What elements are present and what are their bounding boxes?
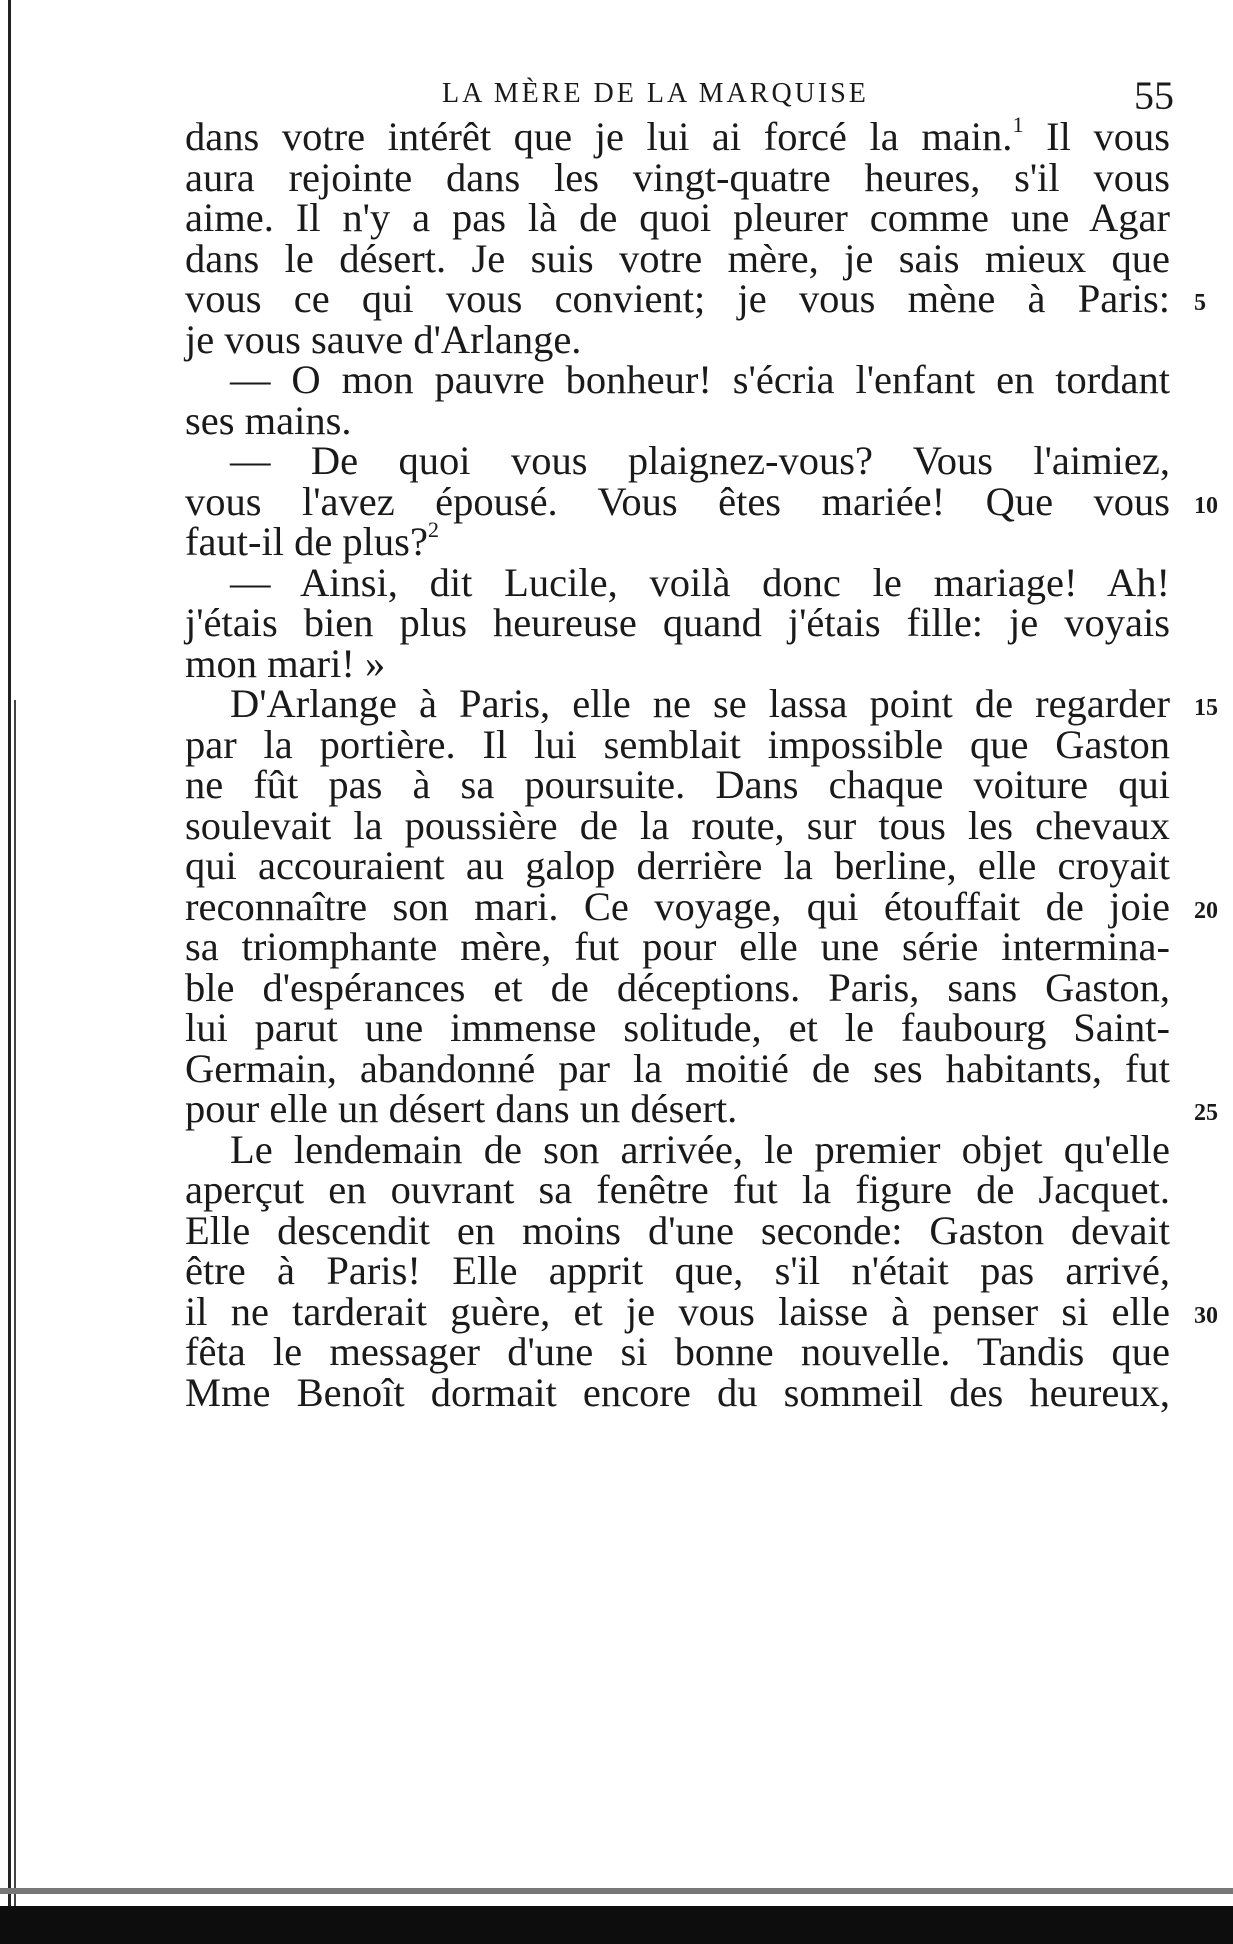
text-line: par la portière. Il lui semblait impossible que Gaston	[185, 722, 1170, 767]
text-line: — O mon pauvre bonheur! s'écria l'enfant en tordant	[230, 357, 1170, 402]
text-line: vous ce qui vous convient; je vous mène à Paris:	[185, 276, 1170, 321]
text-line: fêta le messager d'une si bonne nouvelle. Tandis que	[185, 1329, 1170, 1374]
text-line: aime. Il n'y a pas là de quoi pleurer comme une Agar	[185, 195, 1170, 240]
text-line: vous l'avez épousé. Vous êtes mariée! Que vous	[185, 479, 1170, 524]
line-number: 15	[1194, 695, 1218, 721]
text-line: être à Paris! Elle apprit que, s'il n'était pas arrivé,	[185, 1248, 1170, 1293]
page-number: 55	[1134, 73, 1174, 118]
text-line: je vous sauve d'Arlange.	[185, 317, 582, 362]
text-line: ses mains.	[185, 398, 352, 443]
text-line: il ne tarderait guère, et je vous laisse à penser si elle	[185, 1289, 1170, 1334]
text-line: Elle descendit en moins d'une seconde: Gaston devait	[185, 1208, 1170, 1253]
running-title: LA MÈRE DE LA MARQUISE	[442, 78, 869, 109]
text-line: soulevait la poussière de la route, sur tous les chevaux	[185, 803, 1170, 848]
text-line: Mme Benoît dormait encore du sommeil des heureux,	[185, 1370, 1170, 1415]
text-line: D'Arlange à Paris, elle ne se lassa point de regarder	[230, 681, 1170, 726]
line-number: 5	[1194, 290, 1206, 316]
text-line: faut-il de plus?$^2$	[185, 517, 440, 564]
binding-edge	[8, 0, 11, 1944]
footnote-ref: 2	[427, 517, 440, 543]
line-number: 20	[1194, 898, 1218, 924]
text-line: reconnaître son mari. Ce voyage, qui étouffait de joie	[185, 884, 1170, 929]
line-number: 10	[1194, 493, 1218, 519]
text-line: ne fût pas à sa poursuite. Dans chaque voiture qui	[185, 762, 1170, 807]
text-line: ble d'espérances et de déceptions. Paris, sans Gaston,	[185, 965, 1170, 1010]
line-number: 30	[1194, 1303, 1218, 1329]
text-line: j'étais bien plus heureuse quand j'étais fille: je voyais	[185, 600, 1170, 645]
text-line: dans votre intérêt que je lui ai forcé la main.$^1$ Il vous	[185, 112, 1171, 159]
text-line: aura rejointe dans les vingt-quatre heures, s'il vous	[185, 155, 1170, 200]
text-line: aperçut en ouvrant sa fenêtre fut la figure de Jacquet.	[185, 1167, 1170, 1212]
binding-edge-inner	[14, 700, 16, 1944]
text-line: pour elle un désert dans un désert.	[185, 1086, 738, 1131]
line-number: 25	[1194, 1100, 1218, 1126]
text-line: sa triomphante mère, fut pour elle une série intermina-	[185, 924, 1170, 969]
text-line: qui accouraient au galop derrière la berline, elle croyait	[185, 843, 1170, 888]
scan-bottom-edge	[0, 1906, 1233, 1944]
text-line: Le lendemain de son arrivée, le premier objet qu'elle	[230, 1127, 1170, 1172]
footnote-ref: 1	[1012, 112, 1024, 138]
text-line: Germain, abandonné par la moitié de ses habitants, fut	[185, 1046, 1170, 1091]
text-line: dans le désert. Je suis votre mère, je sais mieux que	[185, 236, 1170, 281]
text-line: mon mari! »	[185, 641, 386, 686]
text-line: lui parut une immense solitude, et le faubourg Saint-	[185, 1005, 1170, 1050]
scan-edge-shadow	[0, 1888, 1233, 1894]
text-line: — De quoi vous plaignez-vous? Vous l'aimiez,	[230, 438, 1170, 483]
text-line: — Ainsi, dit Lucile, voilà donc le mariage! Ah!	[230, 560, 1170, 605]
